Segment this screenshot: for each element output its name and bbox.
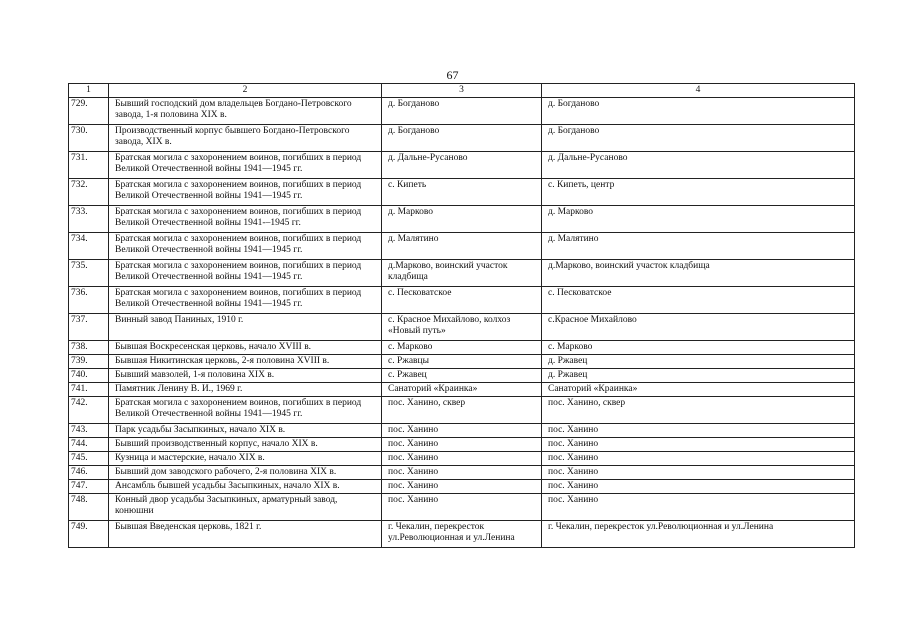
address-cell: с.Красное Михайлово <box>542 314 855 341</box>
column-header: 2 <box>109 84 382 98</box>
location-cell: пос. Ханино <box>382 480 542 494</box>
monument-name: Братская могила с захоронением воинов, погибших в период Великой Отечественной войны 1941—1945 гг. <box>109 397 382 424</box>
column-header: 1 <box>69 84 109 98</box>
address-cell: пос. Ханино <box>542 452 855 466</box>
location-cell: пос. Ханино, сквер <box>382 397 542 424</box>
row-number: 749. <box>69 521 109 548</box>
monument-name: Ансамбль бывшей усадьбы Засыпкиных, начало XIX в. <box>109 480 382 494</box>
row-number: 748. <box>69 494 109 521</box>
monument-name: Братская могила с захоронением воинов, погибших в период Великой Отечественной войны 1941-–1945 гг. <box>109 206 382 233</box>
table-row <box>69 152 855 179</box>
row-number: 731. <box>69 152 109 179</box>
address-cell: пос. Ханино, сквер <box>542 397 855 424</box>
address-cell: д.Марково, воинский участок кладбища <box>542 260 855 287</box>
monument-name: Бывший господский дом владельцев Богдано-Петровского завода, 1-я половина XIX в. <box>109 98 382 125</box>
monument-name: Бывшая Никитинская церковь, 2-я половина XVIII в. <box>109 355 382 369</box>
table-row <box>69 466 855 480</box>
monument-name: Кузница и мастерские, начало XIX в. <box>109 452 382 466</box>
row-number: 733. <box>69 206 109 233</box>
location-cell: д. Малятино <box>382 233 542 260</box>
row-number: 729. <box>69 98 109 125</box>
location-cell: с. Кипеть <box>382 179 542 206</box>
address-cell: пос. Ханино <box>542 466 855 480</box>
location-cell: д.Марково, воинский участок кладбища <box>382 260 542 287</box>
location-cell: с. Марково <box>382 341 542 355</box>
location-cell: пос. Ханино <box>382 438 542 452</box>
location-cell: д. Марково <box>382 206 542 233</box>
row-number: 740. <box>69 369 109 383</box>
table-row <box>69 314 855 341</box>
location-cell: Санаторий «Краинка» <box>382 383 542 397</box>
location-cell: с. Ржавец <box>382 369 542 383</box>
table-row <box>69 341 855 355</box>
address-cell: г. Чекалин, перекресток ул.Революционная и ул.Ленина <box>542 521 855 548</box>
table-row <box>69 369 855 383</box>
row-number: 735. <box>69 260 109 287</box>
row-number: 743. <box>69 424 109 438</box>
table-row <box>69 438 855 452</box>
address-cell: д. Ржавец <box>542 355 855 369</box>
address-cell: д. Богданово <box>542 98 855 125</box>
monuments-table <box>68 83 855 548</box>
location-cell: пос. Ханино <box>382 424 542 438</box>
location-cell: с. Песковатское <box>382 287 542 314</box>
monument-name: Бывший производственный корпус, начало XIX в. <box>109 438 382 452</box>
location-cell: г. Чекалин, перекресток ул.Революционная и ул.Ленина <box>382 521 542 548</box>
monument-name: Бывший мавзолей, 1-я половина XIX в. <box>109 369 382 383</box>
table-row <box>69 98 855 125</box>
row-number: 732. <box>69 179 109 206</box>
address-cell: д. Марково <box>542 206 855 233</box>
address-cell: д. Дальне-Русаново <box>542 152 855 179</box>
row-number: 730. <box>69 125 109 152</box>
monument-name: Братская могила с захоронением воинов, погибших в период Великой Отечественной войны 1941—1945 гг. <box>109 152 382 179</box>
table-row <box>69 179 855 206</box>
monument-name: Конный двор усадьбы Засыпкиных, арматурный завод, конюшни <box>109 494 382 521</box>
table-row <box>69 260 855 287</box>
row-number: 736. <box>69 287 109 314</box>
table-body <box>69 98 855 548</box>
location-cell: с. Красное Михайлово, колхоз «Новый путь» <box>382 314 542 341</box>
table-row <box>69 206 855 233</box>
address-cell: пос. Ханино <box>542 480 855 494</box>
location-cell: д. Дальне-Русаново <box>382 152 542 179</box>
row-number: 737. <box>69 314 109 341</box>
row-number: 744. <box>69 438 109 452</box>
monument-name: Бывшая Воскресенская церковь, начало XVIII в. <box>109 341 382 355</box>
address-cell: пос. Ханино <box>542 494 855 521</box>
location-cell: д. Богданово <box>382 125 542 152</box>
row-number: 741. <box>69 383 109 397</box>
table-row <box>69 287 855 314</box>
location-cell: д. Богданово <box>382 98 542 125</box>
table-row <box>69 480 855 494</box>
address-cell: Санаторий «Краинка» <box>542 383 855 397</box>
address-cell: д. Богданово <box>542 125 855 152</box>
row-number: 746. <box>69 466 109 480</box>
row-number: 745. <box>69 452 109 466</box>
monument-name: Братская могила с захоронением воинов, погибших в период Великой Отечественной войны 1941—1945 гг. <box>109 287 382 314</box>
monument-name: Братская могила с захоронением воинов, погибших в период Великой Отечественной войны 1941—1945 гг. <box>109 233 382 260</box>
table-row <box>69 521 855 548</box>
column-header: 4 <box>542 84 855 98</box>
monument-name: Бывший дом заводского рабочего, 2-я половина XIX в. <box>109 466 382 480</box>
monument-name: Производственный корпус бывшего Богдано-Петровского завода, XIX в. <box>109 125 382 152</box>
table-row <box>69 452 855 466</box>
location-cell: пос. Ханино <box>382 452 542 466</box>
table-row <box>69 233 855 260</box>
page-number: 67 <box>446 68 459 82</box>
address-cell: пос. Ханино <box>542 438 855 452</box>
monument-name: Братская могила с захоронением воинов, погибших в период Великой Отечественной войны 1941—1945 гг. <box>109 260 382 287</box>
row-number: 747. <box>69 480 109 494</box>
row-number: 734. <box>69 233 109 260</box>
table-row <box>69 397 855 424</box>
location-cell: с. Ржавцы <box>382 355 542 369</box>
address-cell: с. Песковатское <box>542 287 855 314</box>
monument-name: Памятник Ленину В. И., 1969 г. <box>109 383 382 397</box>
location-cell: пос. Ханино <box>382 466 542 480</box>
address-cell: пос. Ханино <box>542 424 855 438</box>
column-header: 3 <box>382 84 542 98</box>
monument-name: Бывшая Введенская церковь, 1821 г. <box>109 521 382 548</box>
row-number: 742. <box>69 397 109 424</box>
table-row <box>69 383 855 397</box>
address-cell: д. Малятино <box>542 233 855 260</box>
table-row <box>69 424 855 438</box>
row-number: 738. <box>69 341 109 355</box>
address-cell: с. Кипеть, центр <box>542 179 855 206</box>
table-row <box>69 125 855 152</box>
monument-name: Братская могила с захоронением воинов, погибших в период Великой Отечественной войны 1941—1945 гг. <box>109 179 382 206</box>
address-cell: с. Марково <box>542 341 855 355</box>
row-number: 739. <box>69 355 109 369</box>
monument-name: Парк усадьбы Засыпкиных, начало XIX в. <box>109 424 382 438</box>
table-row <box>69 355 855 369</box>
location-cell: пос. Ханино <box>382 494 542 521</box>
monument-name: Винный завод Паниных, 1910 г. <box>109 314 382 341</box>
table-header-row <box>69 84 855 98</box>
table-row <box>69 494 855 521</box>
address-cell: д. Ржавец <box>542 369 855 383</box>
